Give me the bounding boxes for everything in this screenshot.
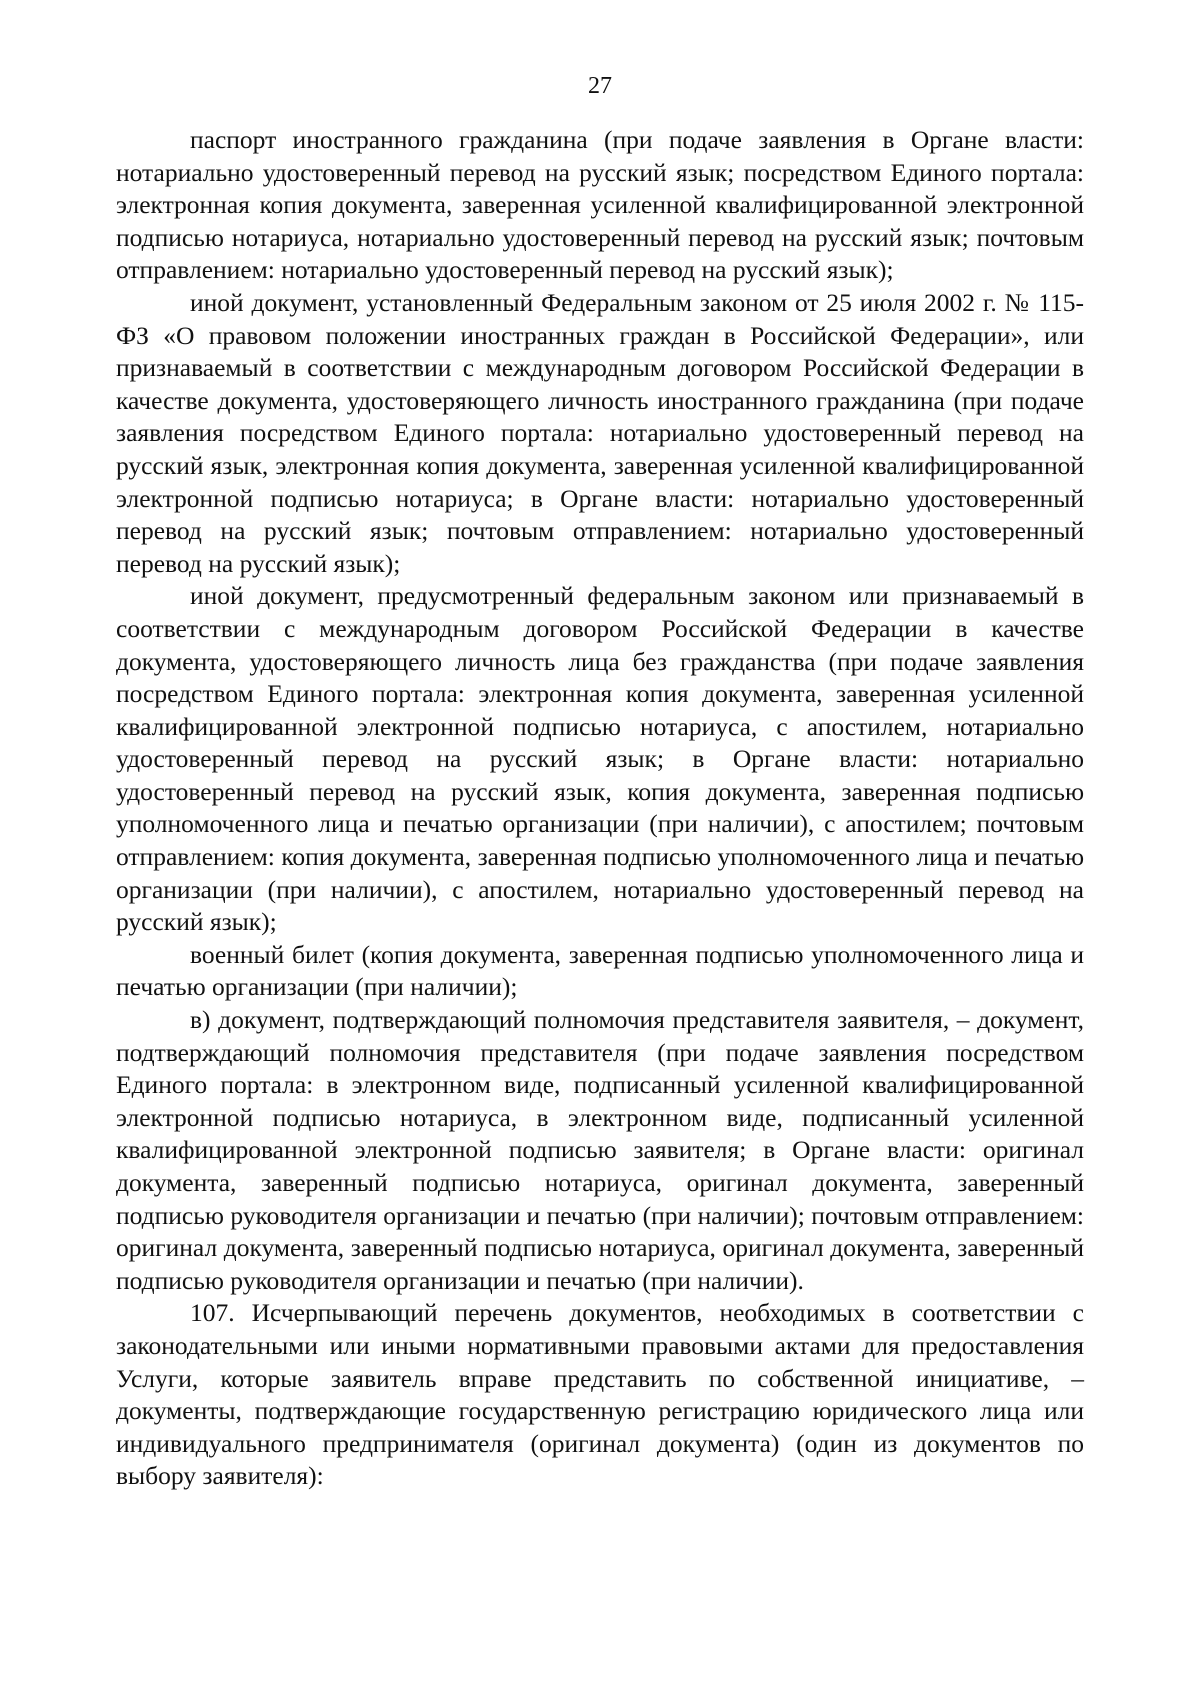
paragraph-document-stateless-person: иной документ, предусмотренный федеральным законом или признаваемый в соответствии с международным договором Российской Федерации в качестве документа, удостоверяющего личность лица без гражданства (при подаче заявления посредством Единого портала: электронная копия документа, заверенная усиленной квалифицированной электронной подписью нотариуса, с апостилем, нотариально удостоверенный перевод на русский язык; в Органе власти: нотариально удостоверенный перевод на русский язык, копия документа, заверенная подписью уполномоченного лица и печатью организации (при наличии), с апостилем; почтовым отправлением: копия документа, заверенная подписью уполномоченного лица и печатью организации (при наличии), с апостилем, нотариально удостоверенный перевод на русский язык); — [116, 581, 1084, 937]
document-body — [116, 124, 1084, 1493]
paragraph-representative-authority: в) документ, подтверждающий полномочия представителя заявителя, – документ, подтверждающий полномочия представителя (при подаче заявления посредством Единого портала: в электронном виде, подписанный усиленной квалифицированной электронной подписью нотариуса, в электронном виде, подписанный усиленной квалифицированной электронной подписью заявителя; в Органе власти: оригинал документа, заверенный подписью нотариуса, оригинал документа, заверенный подписью руководителя организации и печатью (при наличии); почтовым отправлением: оригинал документа, заверенный подписью нотариуса, оригинал документа, заверенный подписью руководителя организации и печатью (при наличии). — [116, 1005, 1084, 1295]
paragraph-107-document-list: 107. Исчерпывающий перечень документов, необходимых в соответствии с законодательными или иными нормативными правовыми актами для предоставления Услуги, которые заявитель вправе представить по собственной инициативе, – документы, подтверждающие государственную регистрацию юридического лица или индивидуального предпринимателя (оригинал документа) (один из документов по выбору заявителя): — [116, 1298, 1084, 1491]
paragraph-other-document-foreign-citizen: иной документ, установленный Федеральным законом от 25 июля 2002 г. № 115-ФЗ «О правовом положении иностранных граждан в Российской Федерации», или признаваемый в соответствии с международным договором Российской Федерации в качестве документа, удостоверяющего личность иностранного гражданина (при подаче заявления посредством Единого портала: нотариально удостоверенный перевод на русский язык, электронная копия документа, заверенная усиленной квалифицированной электронной подписью нотариуса; в Органе власти: нотариально удостоверенный перевод на русский язык; почтовым отправлением: нотариально удостоверенный перевод на русский язык); — [116, 287, 1084, 578]
paragraph-military-id: военный билет (копия документа, заверенная подписью уполномоченного лица и печатью организации (при наличии); — [116, 939, 1084, 1002]
page-number: 27 — [588, 73, 612, 99]
paragraph-passport-foreign-citizen: паспорт иностранного гражданина (при подаче заявления в Органе власти: нотариально удостоверенный перевод на русский язык; посредством Единого портала: электронная копия документа, заверенная усиленной квалифицированной электронной подписью нотариуса, нотариально удостоверенный перевод на русский язык; почтовым отправлением: нотариально удостоверенный перевод на русский язык); — [116, 125, 1084, 285]
